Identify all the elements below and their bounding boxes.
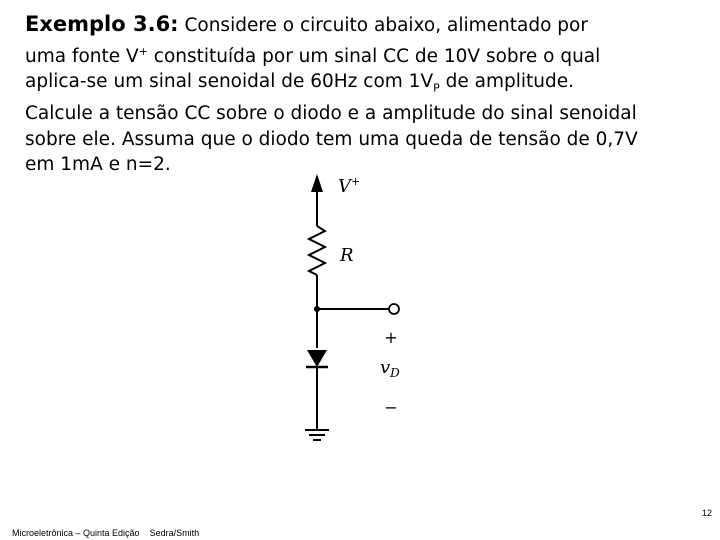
supply-arrow-icon	[311, 174, 323, 192]
problem-line-2b: constituída por um sinal CC de 10V sobre o qual	[147, 45, 601, 67]
resistor-label: R	[340, 245, 354, 266]
problem-statement	[25, 12, 705, 178]
example-title: Exemplo 3.6:	[25, 12, 179, 36]
amplitude-subscript: P	[433, 81, 440, 95]
vd-label: $v_D$	[380, 357, 400, 380]
page-number: 12	[701, 508, 712, 518]
supply-superscript: +	[138, 44, 148, 58]
problem-line-3a: aplica-se um sinal senoidal de 60Hz com 1V	[25, 71, 434, 93]
circuit-diagram	[290, 168, 430, 458]
problem-line-3b: de amplitude.	[439, 71, 575, 93]
footer-authors: Sedra/Smith	[149, 528, 200, 538]
problem-line-5: sobre ele. Assuma que o diodo tem uma queda de tensão de 0,7V	[25, 128, 638, 150]
minus-label: −	[384, 398, 398, 417]
supply-label: V+	[338, 175, 361, 197]
problem-line-1: Considere o circuito abaixo, alimentado por	[178, 15, 588, 36]
output-terminal	[389, 304, 399, 314]
problem-line-2a: uma fonte V	[25, 45, 139, 67]
plus-label: +	[384, 328, 398, 347]
resistor-icon	[309, 226, 325, 275]
problem-line-4: Calcule a tensão CC sobre o diodo e a amplitude do sinal senoidal	[25, 103, 637, 125]
footer-book: Microeletrônica – Quinta Edição	[12, 528, 140, 538]
diode-icon	[307, 350, 327, 367]
footer	[12, 528, 199, 538]
problem-line-6: em 1mA e n=2.	[25, 154, 171, 176]
ground-icon	[305, 430, 329, 440]
